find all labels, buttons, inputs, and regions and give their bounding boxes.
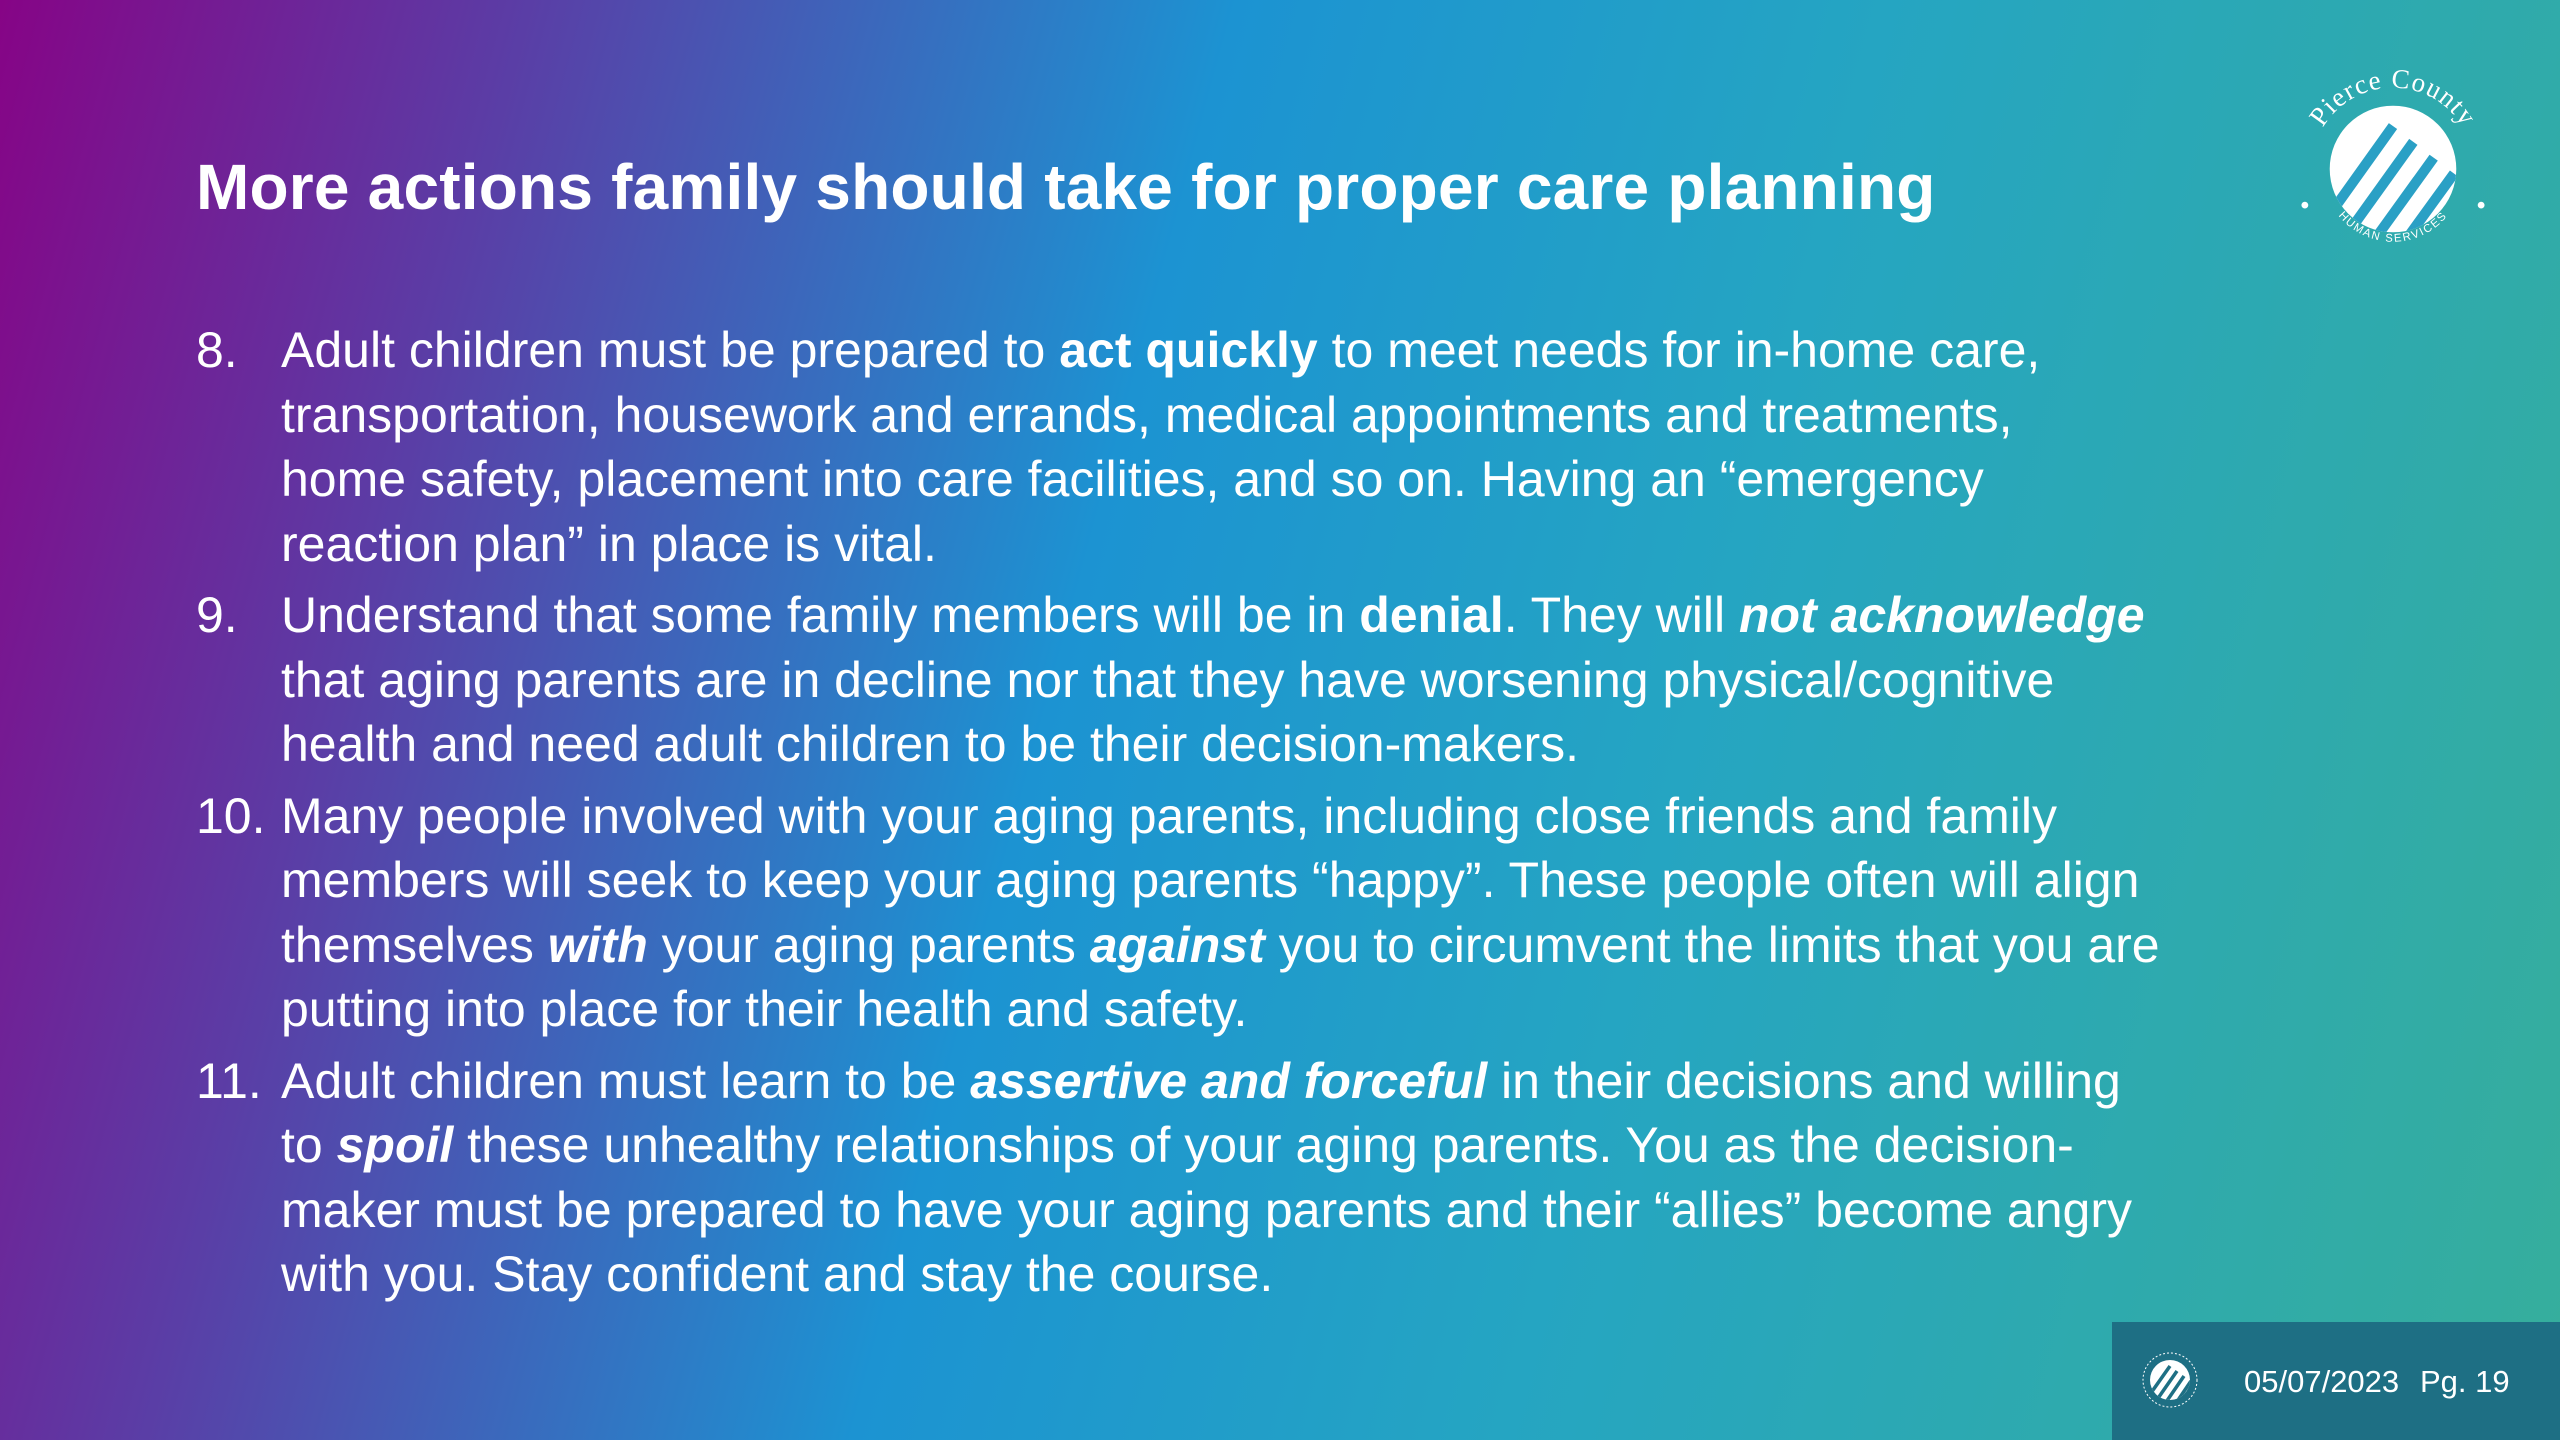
emphasis-text: with	[547, 916, 648, 973]
item-text: themselves	[281, 916, 548, 973]
emphasis-text: act quickly	[1059, 322, 1318, 378]
item-number: 8.	[196, 322, 238, 378]
item-number: 10.	[196, 787, 266, 844]
emphasis-text: assertive and forceful	[970, 1052, 1488, 1109]
item-line	[281, 318, 2436, 383]
item-line	[281, 913, 2436, 978]
item-text: your aging parents	[647, 916, 1090, 973]
item-line	[281, 848, 2436, 913]
item-line	[281, 1242, 2436, 1307]
item-line	[281, 977, 2436, 1042]
list-item	[196, 583, 2436, 777]
emphasis-text: denial	[1359, 587, 1504, 643]
item-text: transportation, housework and errands, medical appointments and treatments,	[281, 386, 2013, 443]
item-text: to	[281, 1117, 337, 1173]
item-text: putting into place for their health and safety.	[281, 981, 1248, 1037]
item-text: Adult children must be prepared to	[281, 322, 1060, 378]
item-text: in their decisions and willing	[1487, 1052, 2121, 1109]
emphasis-text: not acknowledge	[1738, 587, 2145, 643]
item-text: that aging parents are in decline nor that they have worsening physical/cognitive	[281, 651, 2055, 708]
item-text: health and need adult children to be their decision-makers.	[281, 716, 1580, 772]
item-text: maker must be prepared to have your aging parents and their “allies” become angry	[281, 1181, 2133, 1238]
item-line	[281, 512, 2436, 577]
item-text: Many people involved with your aging parents, including close friends and family	[281, 787, 2058, 844]
item-text: with you. Stay confident and stay the course.	[281, 1246, 1274, 1302]
item-text: Adult children must learn to be	[281, 1052, 971, 1109]
item-line	[281, 447, 2436, 512]
item-text: members will seek to keep your aging parents “happy”. These people often will align	[281, 852, 2140, 908]
footer-date: 05/07/2023	[2244, 1364, 2400, 1399]
emphasis-text: spoil	[336, 1117, 454, 1173]
logo-arc-top: Pierce County	[2303, 63, 2484, 132]
item-number: 11.	[196, 1052, 262, 1109]
pierce-county-seal-icon	[2140, 1350, 2200, 1410]
item-line	[281, 1113, 2436, 1178]
item-line	[281, 712, 2436, 777]
item-line	[281, 648, 2436, 713]
list-item	[196, 1049, 2436, 1307]
item-text: . They will	[1503, 587, 1739, 643]
list-item	[196, 318, 2436, 576]
item-text: reaction plan” in place is vital.	[281, 515, 937, 572]
item-text: Understand that some family members will be in	[281, 587, 1360, 643]
page-number: Pg. 19	[2420, 1364, 2510, 1399]
item-text: these unhealthy relationships of your aging parents. You as the decision-	[453, 1117, 2074, 1173]
action-list	[196, 318, 2436, 1314]
pierce-county-seal-icon	[2280, 56, 2506, 282]
list-item	[196, 784, 2436, 1042]
item-line	[281, 383, 2436, 448]
item-line	[281, 784, 2436, 849]
item-text: home safety, placement into care facilities, and so on. Having an “emergency	[281, 451, 1984, 507]
item-line	[281, 583, 2436, 648]
item-text: you to circumvent the limits that you are	[1264, 916, 2160, 973]
slide-title: More actions family should take for proper care planning	[196, 151, 1936, 223]
item-number: 9.	[196, 587, 238, 643]
item-line	[281, 1049, 2436, 1114]
slide-footer	[2112, 1322, 2560, 1440]
logo-arc-bottom: HUMAN SERVICES	[2335, 209, 2450, 245]
emphasis-text: against	[1089, 916, 1265, 973]
item-text: to meet needs for in-home care,	[1317, 322, 2041, 378]
item-line	[281, 1178, 2436, 1243]
